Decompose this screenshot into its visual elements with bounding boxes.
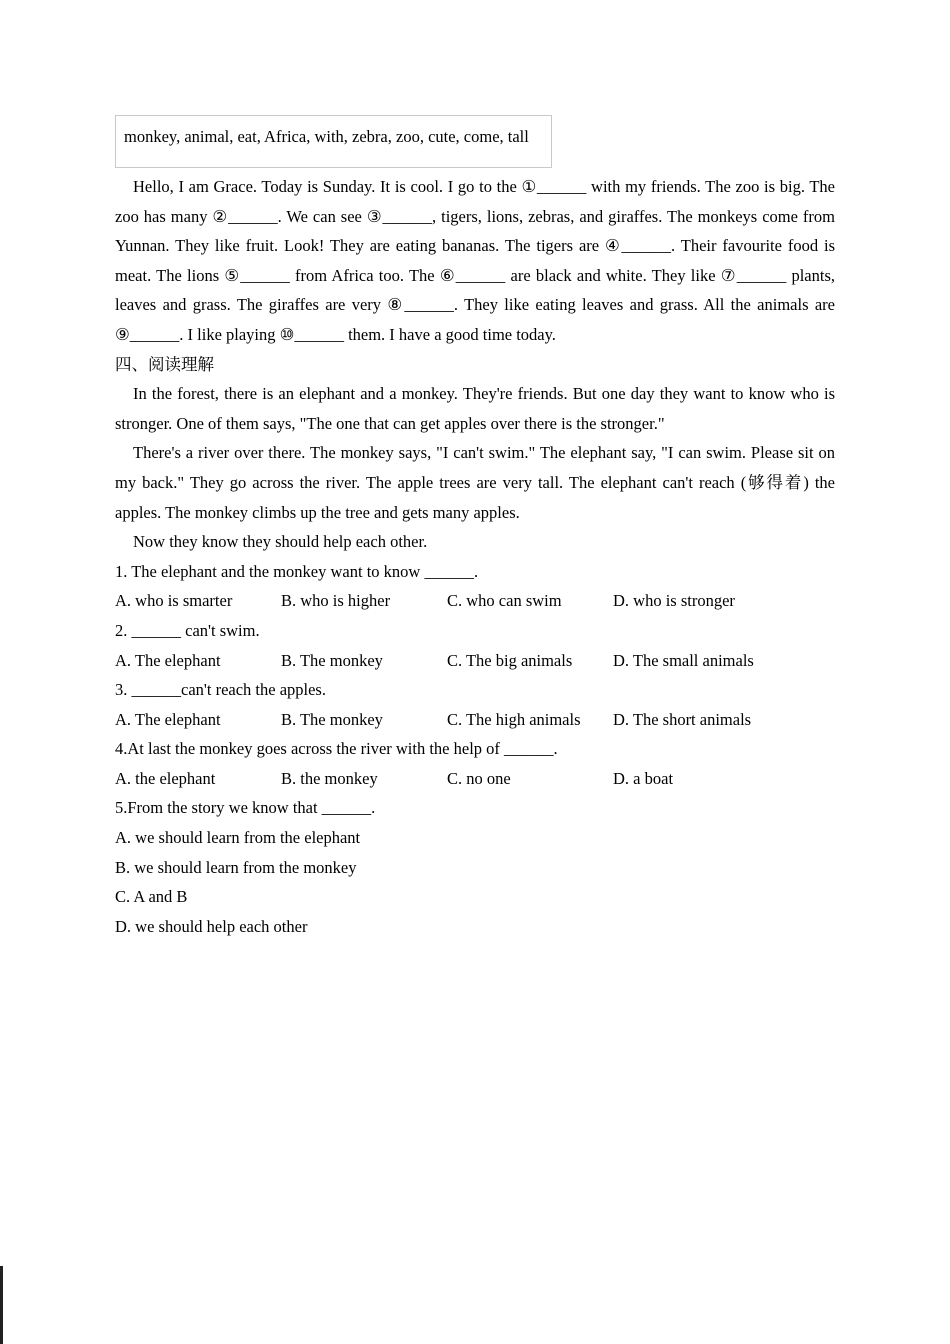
question-3-options — [115, 705, 835, 735]
question-5 — [115, 793, 835, 941]
page-edge-mark — [0, 1266, 3, 1344]
reading-paragraph: In the forest, there is an elephant and a monkey. They're friends. But one day they want to know who is stronger. One of them says, "The one that can get apples over there is the stronger." — [115, 384, 835, 433]
question-4-option-d: D. a boat — [613, 768, 674, 788]
question-2-option-d: D. The small animals — [613, 650, 754, 670]
question-1-option-c: C. who can swim — [447, 591, 562, 611]
question-3-option-a: A. The elephant — [115, 709, 221, 729]
reading-paragraph: There's a river over there. The monkey says, "I can't swim." The elephant say, "I can swim. Please sit on my back." They go across the river. The apple trees are very tall. The elephant can't reach (够得着) the apples. The monkey climbs up the tree and gets many apples. — [115, 443, 835, 522]
question-1-option-a: A. who is smarter — [115, 591, 233, 611]
question-5-option-a: A. we should learn from the elephant — [115, 828, 361, 848]
question-1-option-b: B. who is higher — [281, 591, 391, 611]
question-5-option-c: C. A and B — [115, 887, 188, 907]
word-bank-box — [115, 115, 552, 168]
question-1-option-d: D. who is stronger — [613, 591, 735, 611]
reading-paragraph: Now they know they should help each other. — [133, 532, 428, 552]
question-3-option-c: C. The high animals — [447, 709, 581, 729]
question-4-options — [115, 764, 835, 794]
question-2-option-b: B. The monkey — [281, 650, 383, 670]
question-2-option-c: C. The big animals — [447, 650, 573, 670]
question-5-options — [115, 823, 835, 941]
question-4-stem: 4.At last the monkey goes across the river with the help of ______. — [115, 739, 558, 759]
question-5-option-d: D. we should help each other — [115, 916, 308, 936]
question-1 — [115, 557, 835, 616]
question-3-option-b: B. The monkey — [281, 709, 383, 729]
question-5-stem: 5.From the story we know that ______. — [115, 798, 376, 818]
question-2-options — [115, 646, 835, 676]
question-4 — [115, 734, 835, 793]
question-3-stem: 3. ______can't reach the apples. — [115, 680, 326, 700]
question-2-option-a: A. The elephant — [115, 650, 221, 670]
question-5-option-b: B. we should learn from the monkey — [115, 857, 357, 877]
worksheet-page — [115, 115, 835, 941]
cloze-passage: Hello, I am Grace. Today is Sunday. It is cool. I go to the ①______ with my friends. The zoo is big. The zoo has many ②______. We can see ③______, tigers, lions, zebras, and giraffes. The monkeys come from Yunnan. They like fruit. Look! They are eating bananas. The tigers are ④______. Their favourite food is meat. The lions ⑤______ from Africa too. The ⑥______ are black and white. They like ⑦______ plants, leaves and grass. The giraffes are very ⑧______. They like eating leaves and grass. All the animals are ⑨______. I like playing ⑩______ them. I have a good time today. — [115, 177, 835, 344]
word-bank-text: monkey, animal, eat, Africa, with, zebra, zoo, cute, come, tall — [124, 127, 529, 146]
question-2-stem: 2. ______ can't swim. — [115, 620, 260, 640]
question-1-options — [115, 586, 835, 616]
question-4-option-a: A. the elephant — [115, 768, 216, 788]
question-4-option-b: B. the monkey — [281, 768, 378, 788]
question-2 — [115, 616, 835, 675]
question-3-option-d: D. The short animals — [613, 709, 752, 729]
question-4-option-c: C. no one — [447, 768, 511, 788]
reading-section-heading: 四、阅读理解 — [115, 354, 214, 374]
question-1-stem: 1. The elephant and the monkey want to know ______. — [115, 561, 479, 581]
question-3 — [115, 675, 835, 734]
